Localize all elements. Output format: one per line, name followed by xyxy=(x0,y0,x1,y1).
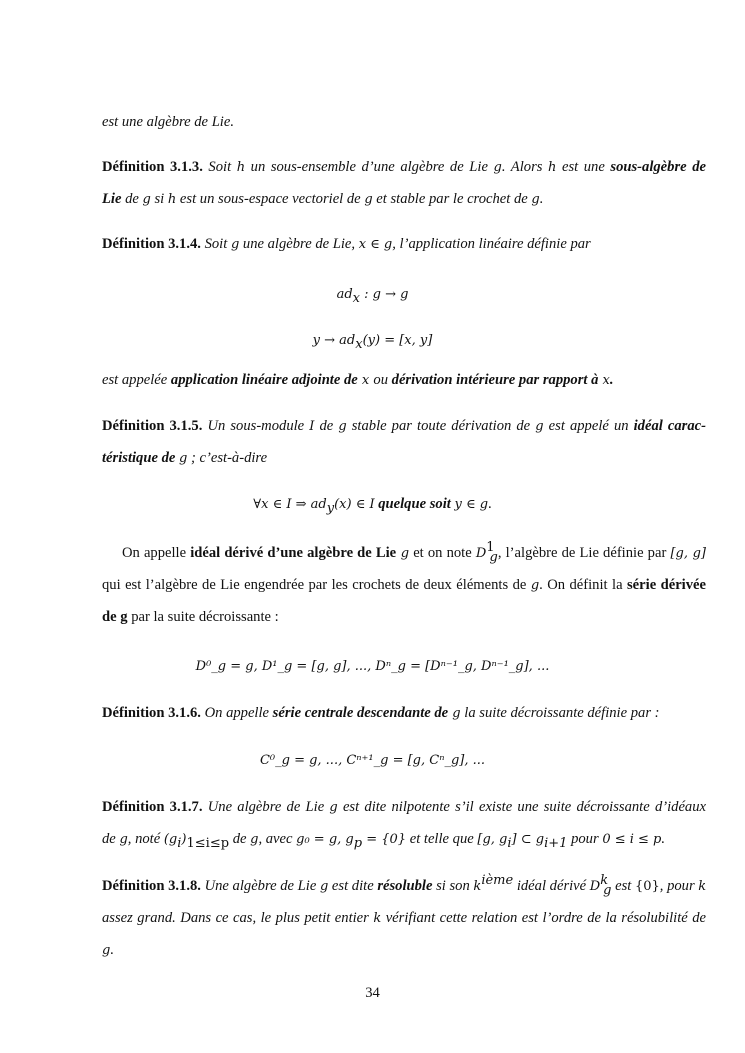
derived-ideal-line-1: On appelle idéal dérivé d’une algèbre de Lie g et on note $D^1_g$, l’algèbre de Lie définie par [g, g] xyxy=(122,540,706,565)
definition-3-1-3-line-1: Définition 3.1.3. Soit h un sous-ensemble d’une algèbre de Lie g. Alors h est une sous-algèbre de xyxy=(102,159,706,175)
definition-3-1-7-line-1: Définition 3.1.7. Une algèbre de Lie g est dite nilpotente s’il existe une suite décroissante d’idéaux xyxy=(102,799,706,815)
definition-3-1-5-line-2: téristique de g ; c’est-à-dire xyxy=(102,450,268,466)
term-bold: série dérivée xyxy=(627,577,706,593)
equation-characteristic-ideal: ∀x ∈ I ⇒ $ad_y(x)$ ∈ I quelque soit y ∈ g. xyxy=(253,496,492,516)
term-bold: résoluble xyxy=(377,878,433,894)
definition-label: Définition 3.1.6. xyxy=(102,705,201,721)
equation-adjoint-action: $y \to ad_x(y) = [x$, y] xyxy=(312,333,433,352)
derived-ideal-line-3: de g par la suite décroissante : xyxy=(102,609,279,625)
definition-3-1-8-line-2: assez grand. Dans ce cas, le plus petit entier k vérifiant cette relation est l’ordre de la résolubilité de xyxy=(102,910,707,926)
definition-3-1-3-line-2: Lie de g si h est un sous-espace vectoriel de g et stable par le crochet de g. xyxy=(102,191,544,207)
definition-label: Définition 3.1.3. xyxy=(102,159,203,175)
paragraph-continuation: est une algèbre de Lie. xyxy=(102,114,234,130)
definition-3-1-5-line-1: Définition 3.1.5. Un sous-module I de g stable par toute dérivation de g est appelé un idéal carac- xyxy=(102,418,706,434)
term-bold: téristique de xyxy=(102,450,176,466)
term-bold: sous-algèbre de xyxy=(610,159,706,175)
term-bold: série centrale descendante de xyxy=(272,705,449,721)
definition-label: Définition 3.1.7. xyxy=(102,799,203,815)
definition-3-1-4-line-2: est appelée application linéaire adjointe de x ou dérivation intérieure par rapport à x. xyxy=(102,372,614,388)
equation-derived-series: D⁰_g = g, D¹_g = [g, g], ..., Dⁿ_g = [Dⁿ⁻¹_g, Dⁿ⁻¹_g], ... xyxy=(195,659,550,674)
text-line xyxy=(102,113,706,131)
term-bold: idéal dérivé d’une algèbre de Lie xyxy=(190,545,397,561)
page-number: 34 xyxy=(365,985,380,1001)
definition-3-1-6-line-1: Définition 3.1.6. On appelle série centrale descendante de g la suite décroissante définie par : xyxy=(102,705,660,721)
equation-adjoint-map: $ad_x$ : g → g xyxy=(336,287,409,306)
definition-3-1-7-line-2: de g, noté $(g_i)_{1\le i\le p}$ de g, avec g₀ = g, $g_p = \{0\}$ et telle que [g, $g_i$] ⊂ $g_{i+1}$ pour 0 ≤ i ≤ p. xyxy=(102,831,666,851)
equation-central-series: C⁰_g = g, ..., Cⁿ⁺¹_g = [g, Cⁿ_g], ... xyxy=(259,753,486,768)
term-bold: dérivation intérieure par rapport à xyxy=(391,372,599,388)
term-bold: de g xyxy=(102,609,128,625)
definition-3-1-8-line-3: g. xyxy=(102,942,114,958)
derived-ideal-line-2: qui est l’algèbre de Lie engendrée par les crochets de deux éléments de g. On définit la série dérivée xyxy=(102,577,706,593)
term-bold: Lie xyxy=(102,191,122,207)
definition-label: Définition 3.1.4. xyxy=(102,236,201,252)
definition-label: Définition 3.1.8. xyxy=(102,878,201,894)
definition-3-1-8-line-1: Définition 3.1.8. Une algèbre de Lie g est dite résoluble si son $k^{ième}$ idéal dérivé $D^k_g$ est {0}, pour k xyxy=(102,873,707,898)
term-bold: idéal carac- xyxy=(633,418,706,434)
definition-label: Définition 3.1.5. xyxy=(102,418,203,434)
term-bold: application linéaire adjointe de xyxy=(170,372,358,388)
definition-3-1-4-line-1: Définition 3.1.4. Soit g une algèbre de Lie, x ∈ g, l’application linéaire définie par xyxy=(102,236,591,252)
